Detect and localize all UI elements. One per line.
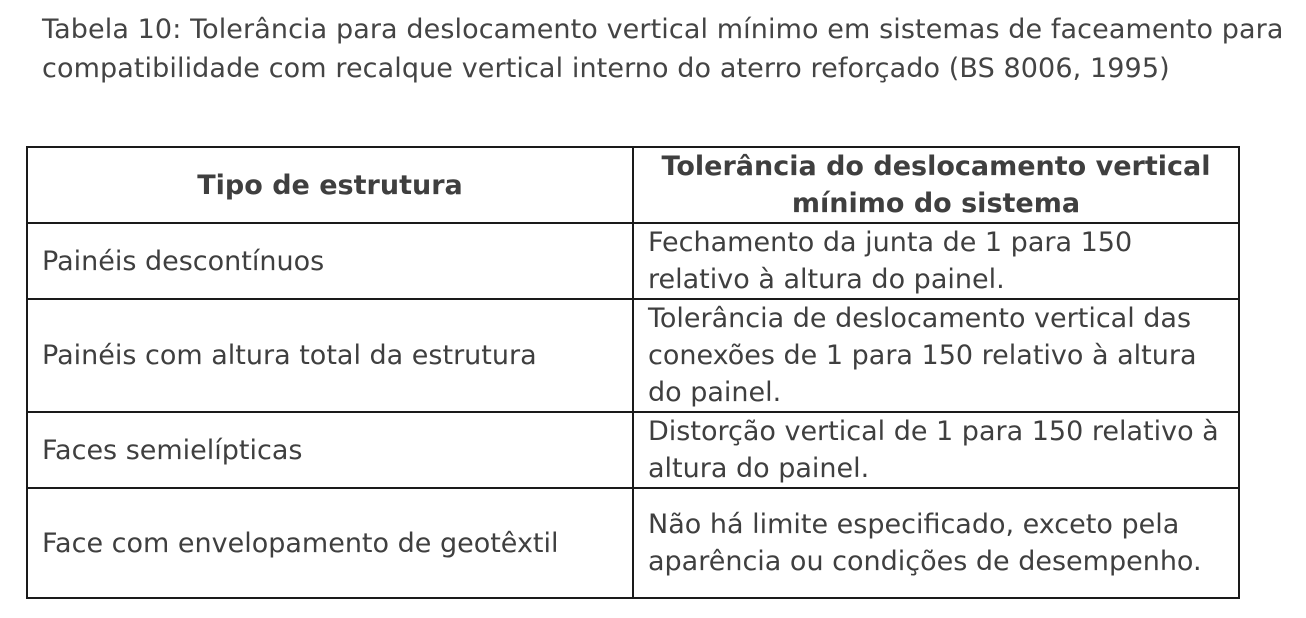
- cell-tolerancia: Tolerância de deslocamento vertical das conexões de 1 para 150 relativo à altura do painel.: [633, 299, 1239, 412]
- cell-tipo: Painéis com altura total da estrutura: [27, 299, 633, 412]
- cell-tolerancia: Não há limite especificado, exceto pela aparência ou condições de desempenho.: [633, 488, 1239, 598]
- table-row: [27, 488, 1239, 598]
- table-caption: Tabela 10: Tolerância para deslocamento vertical mínimo em sistemas de faceamento para compatibilidade com recalque vertical interno do aterro reforçado (BS 8006, 1995): [42, 14, 1284, 84]
- cell-tipo: Faces semielípticas: [27, 412, 633, 488]
- table-row: [27, 412, 1239, 488]
- header-tolerancia: Tolerância do deslocamento vertical mínimo do sistema: [633, 147, 1239, 223]
- header-tipo-de-estrutura: Tipo de estrutura: [27, 147, 633, 223]
- cell-tolerancia: Fechamento da junta de 1 para 150 relativo à altura do painel.: [633, 223, 1239, 299]
- cell-tipo: Face com envelopamento de geotêxtil: [27, 488, 633, 598]
- cell-tolerancia: Distorção vertical de 1 para 150 relativo à altura do painel.: [633, 412, 1239, 488]
- cell-tipo: Painéis descontínuos: [27, 223, 633, 299]
- tolerance-table: [26, 146, 1240, 599]
- table-row: [27, 299, 1239, 412]
- table-row: [27, 223, 1239, 299]
- table-header-row: [27, 147, 1239, 223]
